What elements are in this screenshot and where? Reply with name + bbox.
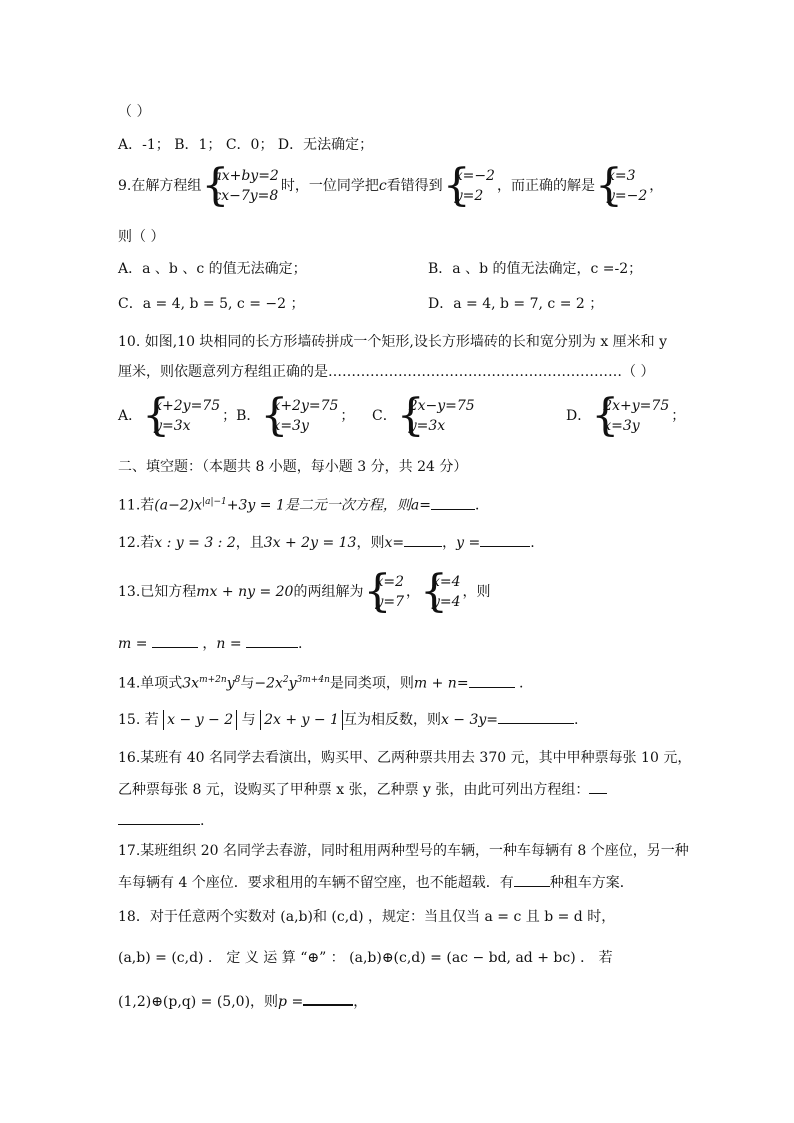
q11-post: +3y = 1是二元一次方程，则	[226, 497, 411, 514]
q14-eq: =	[456, 675, 469, 692]
q14-end: .	[519, 675, 524, 692]
q17-blank[interactable]	[514, 872, 550, 887]
q11-exponent: |a|−1	[202, 497, 227, 507]
q13	[118, 572, 491, 612]
q12-ratio: x : y = 3 : 2	[154, 535, 236, 551]
q9-end: ，	[649, 178, 664, 194]
q11-pre: 11.若	[118, 497, 155, 514]
q15-eq: =	[486, 712, 499, 728]
q16-end: .	[200, 813, 205, 829]
q13-m: m =	[118, 636, 148, 652]
q10-line-2: 厘米，则依题意列方程组正确的是………………………………………………………（ ）	[118, 364, 655, 380]
q15-abs-1: x − y − 2	[163, 710, 237, 730]
q18-p: p =	[278, 994, 304, 1010]
q9-mid: 时，一位同学把	[280, 178, 379, 194]
q10-a-sep: ；B．	[222, 408, 261, 424]
q12-eqs: =	[392, 535, 405, 551]
q11	[118, 492, 489, 516]
q13-sep2: ，	[202, 636, 217, 652]
q9-option-b: B．a 、b 的值无法确定，c =-2；	[428, 261, 643, 277]
q9-system-2: { x=−2 y=2	[445, 166, 495, 206]
q15-end: .	[574, 712, 579, 728]
q15	[118, 709, 578, 730]
q9-option-d: D．a = 4, b = 7, c = 2 ；	[428, 296, 604, 312]
q14-term1: 3x	[182, 675, 200, 692]
q10-option-d	[566, 396, 685, 436]
q17-pre: 车每辆有 4 个座位．要求租用的车辆不留空座，也不能超载．有	[118, 875, 514, 891]
q14	[118, 670, 523, 694]
q14-term2-exp: 2	[282, 675, 289, 685]
q11-var: a	[410, 497, 420, 514]
q15-expr: x − 3y	[440, 712, 487, 728]
q13-eq: mx + ny = 20	[196, 584, 294, 600]
q10-option-a-system: { x+2y=75 y=3x	[144, 396, 220, 436]
q12-eq: 3x + 2y = 13	[263, 535, 357, 551]
q15-mid: 与	[241, 712, 256, 728]
q14-term1-yexp: 8	[234, 675, 241, 685]
q18-pre: (1,2)⊕(p,q) = (5,0)，则	[118, 994, 279, 1010]
q10-d-label: D．	[566, 408, 592, 424]
q10-option-b-system: { x+2y=75 x=3y	[262, 396, 338, 436]
q12-mid: ，且	[235, 535, 264, 551]
q18-line-3	[118, 990, 367, 1012]
q9-option-c: C．a = 4, b = 5, c = −2 ；	[118, 296, 305, 312]
q9-prefix: 9.在解方程组	[118, 178, 202, 194]
q11-eq: =	[419, 497, 431, 514]
q12-blank-y[interactable]	[480, 532, 530, 547]
q9-system-1: { ax+by=2 cx−7y=8	[203, 166, 278, 206]
q10-c-label: C．	[372, 408, 397, 424]
q10-option-d-system: { 2x+y=75 x=3y	[593, 396, 669, 436]
q14-pre: 14.单项式	[118, 675, 183, 692]
q9-stem	[118, 166, 663, 206]
q10-option-c-system: { 2x−y=75 y=3x	[399, 396, 475, 436]
q15-blank[interactable]	[498, 709, 574, 724]
q12-y: y =	[456, 535, 481, 551]
q14-expr: m + n	[413, 675, 457, 692]
q15-mid2: 互为相反数，则	[342, 712, 441, 728]
q12-pre: 12.若	[118, 535, 155, 551]
q17-post: 种租车方案．	[549, 875, 634, 891]
q11-expr: (a−2)x	[154, 497, 203, 514]
q13-n: n =	[216, 636, 242, 652]
q16-line-2-text: 乙种票每张 8 元，设购买了甲种票 x 张，乙种票 y 张，由此可列出方程组：	[118, 782, 590, 798]
q10-a-label: A．	[118, 408, 143, 424]
q13-blank-n[interactable]	[246, 633, 298, 648]
q9-mid2: 看错得到	[386, 178, 443, 194]
q8-options: A．-1； B．1； C．0； D．无法确定；	[118, 137, 374, 153]
q10-option-c	[372, 396, 477, 436]
q14-term2-y: y	[288, 675, 297, 692]
q13-sep: ，	[406, 584, 420, 600]
q14-mid: 与	[240, 675, 255, 692]
q13-solution-2: { x=4 y=4	[422, 572, 461, 612]
q17-line-1: 17.某班组织 20 名同学去春游，同时租用两种型号的车辆，一种车每辆有 8 个座位，另一种	[118, 843, 689, 859]
q13-mid: 的两组解为	[293, 584, 364, 600]
q14-term2-yexp: 3m+4n	[296, 675, 330, 685]
q13-end: ，则	[462, 584, 491, 600]
q14-term1-y: y	[226, 675, 235, 692]
q12	[118, 532, 535, 553]
q14-term2: −2x	[254, 675, 283, 692]
q11-blank[interactable]	[431, 495, 475, 510]
q15-abs-2: 2x + y − 1	[260, 710, 343, 730]
q10-line-1: 10. 如图,10 块相同的长方形墙砖拼成一个矩形,设长方形墙砖的长和宽分别为 x 厘米和 y	[118, 334, 668, 350]
q9-mid3: ，而正确的解是	[496, 178, 595, 194]
q15-pre: 15. 若	[118, 712, 159, 728]
q12-blank-x[interactable]	[404, 532, 442, 547]
q18-end: ，	[353, 994, 368, 1010]
q9-option-a: A．a 、b 、c 的值无法确定；	[118, 261, 307, 277]
q10-options-ab	[118, 396, 354, 436]
q18-line-2: (a,b) = (c,d) ． 定 义 运 算 “⊕” ： (a,b)⊕(c,d) = (ac − bd, ad + bc) ． 若	[118, 950, 613, 966]
q13-answer-line	[118, 633, 302, 654]
q17-line-2	[118, 872, 634, 893]
q12-sep: ，	[442, 535, 457, 551]
q9-system-3: { x=3 y=−2	[597, 166, 647, 206]
q11-end: ．	[474, 497, 489, 514]
q12-x: x	[384, 535, 393, 551]
q10-b-sep: ；	[340, 408, 355, 424]
q14-term1-exp: m+2n	[199, 675, 227, 685]
q12-mid2: ，则	[356, 535, 385, 551]
q8-answer-paren: （ ）	[118, 104, 151, 120]
q14-mid2: 是同类项，则	[329, 675, 414, 692]
q12-end: .	[530, 535, 535, 551]
q13-blank-m[interactable]	[152, 633, 198, 648]
q9-then: 则（ ）	[118, 229, 165, 245]
q16-line-1: 16.某班有 40 名同学去看演出，购买甲、乙两种票共用去 370 元，其中甲种票每张 10 元，	[118, 750, 692, 766]
q18-blank[interactable]	[303, 990, 353, 1006]
q18-line-1: 18．对于任意两个实数对 (a,b)和 (c,d) ，规定：当且仅当 a = c 且 b = d 时，	[118, 909, 616, 925]
q16-blank-start[interactable]	[589, 779, 607, 794]
q16-blank[interactable]	[118, 810, 200, 825]
q13-end2: .	[298, 636, 303, 652]
q13-pre: 13.已知方程	[118, 584, 197, 600]
q13-solution-1: { x=2 y=7	[365, 572, 404, 612]
q14-blank[interactable]	[469, 673, 515, 688]
q16-line-2	[118, 779, 607, 800]
q16-line-3	[118, 810, 204, 831]
q9-var-c: c	[378, 178, 387, 194]
q10-d-sep: ；	[671, 408, 686, 424]
section-heading: 二、填空题：（本题共 8 小题，每小题 3 分，共 24 分）	[118, 459, 468, 475]
